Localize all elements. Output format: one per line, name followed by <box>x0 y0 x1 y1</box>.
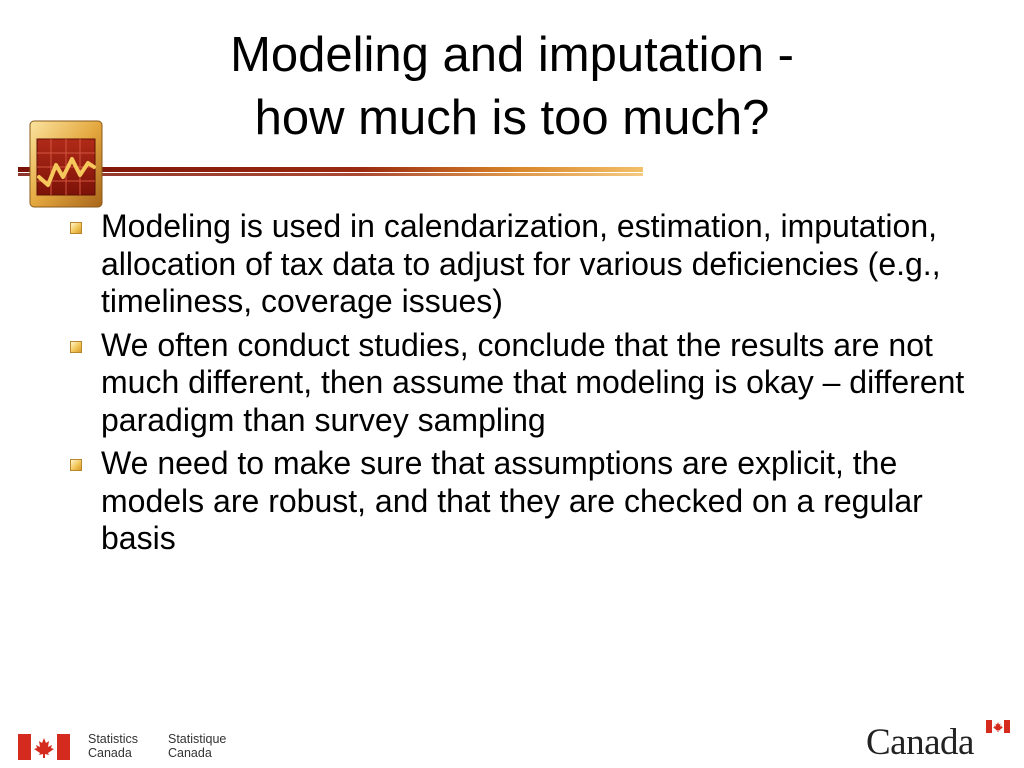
agency-en-line-1: Statistics <box>88 732 139 746</box>
title-divider <box>18 166 643 178</box>
bullet-item <box>67 327 967 440</box>
agency-en-line-2: Canada <box>88 746 132 760</box>
slide-title <box>100 24 924 150</box>
canada-flag-icon <box>18 734 70 760</box>
square-bullet-icon <box>70 341 82 353</box>
canada-flag-icon <box>986 720 1010 733</box>
title-line-1: Modeling and imputation - <box>230 28 794 82</box>
bullet-list <box>67 208 967 564</box>
bullet-text: Modeling is used in calendarization, estimation, imputation, allocation of tax data to adjust for various deficiencies (e.g., timeliness, coverage issues) <box>101 208 941 319</box>
agency-name-french <box>168 732 226 760</box>
line-chart-icon <box>28 119 104 209</box>
title-line-2: how much is too much? <box>254 91 770 145</box>
bullet-text: We often conduct studies, conclude that the results are not much different, then assume that modeling is okay – different paradigm than survey sampling <box>101 326 965 438</box>
wordmark-text: Canada <box>866 722 974 763</box>
statistics-canada-signature <box>18 732 258 762</box>
square-bullet-icon <box>70 222 82 234</box>
bullet-item <box>67 208 967 321</box>
bullet-text: We need to make sure that assumptions are explicit, the models are robust, and that they are checked on a regular basis <box>101 445 923 556</box>
agency-fr-line-1: Statistique <box>168 732 227 746</box>
agency-fr-line-2: Canada <box>168 746 212 760</box>
square-bullet-icon <box>70 459 82 471</box>
bullet-item <box>67 445 967 558</box>
agency-name-english <box>88 732 138 760</box>
canada-wordmark <box>866 718 1012 764</box>
